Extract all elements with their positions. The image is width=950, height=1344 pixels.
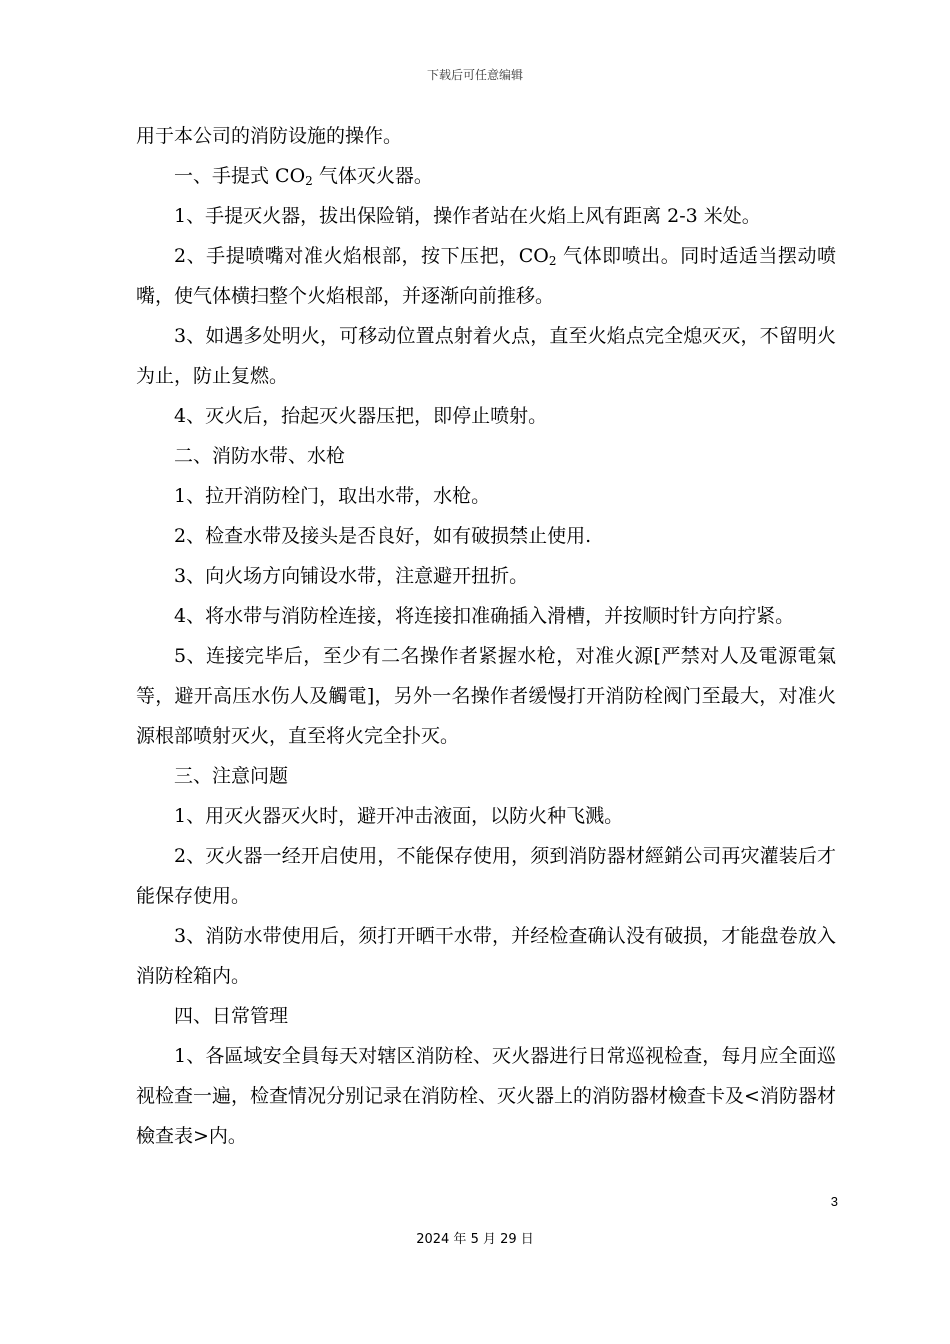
paragraph: 1、各區域安全員每天对辖区消防栓、灭火器进行日常巡视检查，每月应全面巡视检查一遍，检查情况分别记录在消防栓、灭火器上的消防器材檢查卡及<消防器材檢查表>内。 [136, 1045, 836, 1147]
section-heading: 二、消防水带、水枪 [174, 445, 346, 467]
page-header: 下载后可任意编辑 [426, 68, 523, 82]
section-heading: 四、日常管理 [174, 1005, 289, 1027]
document-body [136, 116, 836, 1156]
section-heading: 一、手提式 $CO_2$ 气体灭火器。 [174, 165, 433, 188]
paragraph: 2、灭火器一经开启使用，不能保存使用，须到消防器材經銷公司再灾灌装后才能保存使用。 [136, 845, 836, 907]
paragraph: 1、手提灭火器，拔出保险销，操作者站在火焰上风有距离 2-3 米处。 [174, 205, 761, 227]
paragraph: 5、连接完毕后，至少有二名操作者紧握水枪，对准火源[严禁对人及電源電氣等，避开高压水伤人及觸電]，另外一名操作者缓慢打开消防栓阀门至最大，对准火源根部喷射灭火，直至将火完全扑灭。 [136, 645, 836, 747]
paragraph: 1、拉开消防栓门，取出水带，水枪。 [174, 485, 491, 507]
paragraph: 4、将水带与消防栓连接，将连接扣准确插入滑槽，并按顺时针方向拧紧。 [174, 605, 795, 627]
paragraph: 2、手提喷嘴对准火焰根部，按下压把，$CO_2$ 气体即喷出。同时适适当摆动喷嘴，使气体横扫整个火焰根部，并逐渐向前推移。 [136, 245, 836, 307]
paragraph: 1、用灭火器灭火时，避开冲击液面，以防火种飞溅。 [174, 805, 624, 827]
page-number: 3 [830, 1194, 838, 1209]
paragraph: 用于本公司的消防设施的操作。 [136, 125, 403, 147]
paragraph: 2、检查水带及接头是否良好，如有破损禁止使用. [174, 525, 592, 547]
footer-date: 2024 年 5 月 29 日 [416, 1232, 534, 1247]
paragraph: 3、如遇多处明火，可移动位置点射着火点，直至火焰点完全熄灭灭，不留明火为止，防止复燃。 [136, 325, 836, 387]
paragraph: 4、灭火后，抬起灭火器压把，即停止喷射。 [174, 405, 548, 427]
section-heading: 三、注意问题 [174, 765, 289, 787]
paragraph: 3、消防水带使用后，须打开晒干水带，并经检查确认没有破损，才能盘卷放入消防栓箱内。 [136, 925, 836, 987]
paragraph: 3、向火场方向铺设水带，注意避开扭折。 [174, 565, 529, 587]
